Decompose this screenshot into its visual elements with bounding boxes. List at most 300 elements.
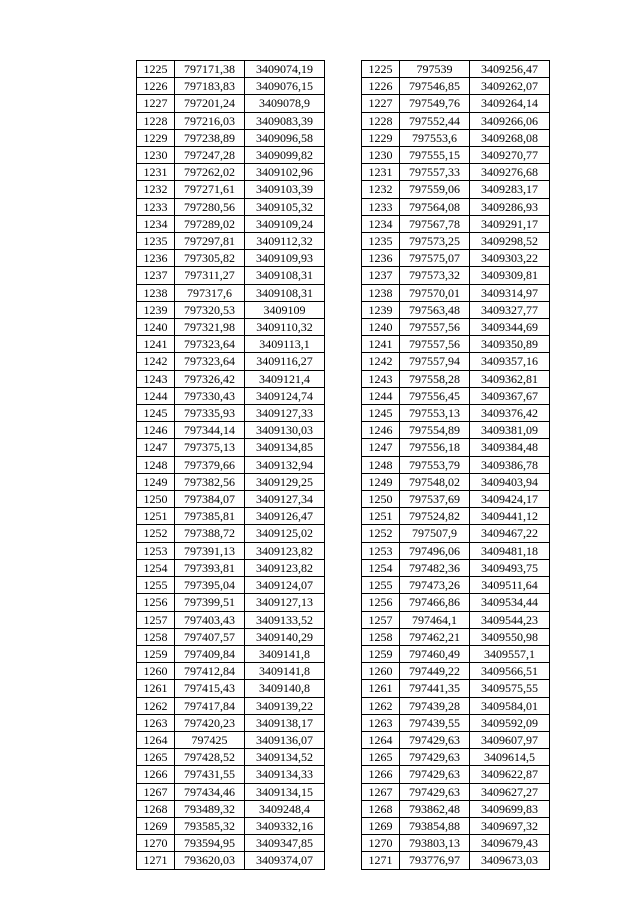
x-coordinate-cell: 797564,08 <box>400 198 470 215</box>
x-coordinate-cell: 797344,14 <box>175 422 245 439</box>
point-number-cell: 1244 <box>137 387 175 404</box>
point-number-cell: 1226 <box>137 78 175 95</box>
y-coordinate-cell: 3409127,34 <box>245 491 325 508</box>
x-coordinate-cell: 797539 <box>400 61 470 78</box>
table-row <box>362 835 550 852</box>
x-coordinate-cell: 797548,02 <box>400 473 470 490</box>
x-coordinate-cell: 797573,32 <box>400 267 470 284</box>
table-row <box>137 525 325 542</box>
table-row <box>362 267 550 284</box>
table-row <box>362 319 550 336</box>
point-number-cell: 1262 <box>362 697 400 714</box>
table-row <box>362 852 550 869</box>
table-row <box>362 817 550 834</box>
point-number-cell: 1236 <box>137 250 175 267</box>
y-coordinate-cell: 3409314,97 <box>470 284 550 301</box>
table-row <box>137 147 325 164</box>
point-number-cell: 1244 <box>362 387 400 404</box>
y-coordinate-cell: 3409256,47 <box>470 61 550 78</box>
y-coordinate-cell: 3409511,64 <box>470 577 550 594</box>
table-row <box>137 61 325 78</box>
point-number-cell: 1269 <box>137 817 175 834</box>
y-coordinate-cell: 3409134,52 <box>245 749 325 766</box>
point-number-cell: 1233 <box>137 198 175 215</box>
x-coordinate-cell: 797554,89 <box>400 422 470 439</box>
y-coordinate-cell: 3409286,93 <box>470 198 550 215</box>
x-coordinate-cell: 797403,43 <box>175 611 245 628</box>
table-row <box>362 783 550 800</box>
y-coordinate-cell: 3409108,31 <box>245 267 325 284</box>
y-coordinate-cell: 3409332,16 <box>245 817 325 834</box>
x-coordinate-cell: 797549,76 <box>400 95 470 112</box>
table-row <box>362 198 550 215</box>
point-number-cell: 1263 <box>137 714 175 731</box>
table-row <box>362 95 550 112</box>
y-coordinate-cell: 3409276,68 <box>470 164 550 181</box>
x-coordinate-cell: 797575,07 <box>400 250 470 267</box>
point-number-cell: 1248 <box>362 456 400 473</box>
y-coordinate-cell: 3409303,22 <box>470 250 550 267</box>
x-coordinate-cell: 797407,57 <box>175 628 245 645</box>
point-number-cell: 1259 <box>362 645 400 662</box>
y-coordinate-cell: 3409248,4 <box>245 800 325 817</box>
y-coordinate-cell: 3409264,14 <box>470 95 550 112</box>
x-coordinate-cell: 797537,69 <box>400 491 470 508</box>
y-coordinate-cell: 3409096,58 <box>245 129 325 146</box>
point-number-cell: 1266 <box>362 766 400 783</box>
point-number-cell: 1243 <box>137 370 175 387</box>
table-row <box>137 353 325 370</box>
table-row <box>362 78 550 95</box>
table-row <box>137 301 325 318</box>
point-number-cell: 1229 <box>362 129 400 146</box>
x-coordinate-cell: 797428,52 <box>175 749 245 766</box>
table-row <box>362 181 550 198</box>
point-number-cell: 1250 <box>362 491 400 508</box>
point-number-cell: 1260 <box>137 663 175 680</box>
table-row <box>137 250 325 267</box>
table-row <box>362 542 550 559</box>
point-number-cell: 1253 <box>137 542 175 559</box>
y-coordinate-cell: 3409078,9 <box>245 95 325 112</box>
table-row <box>137 78 325 95</box>
point-number-cell: 1270 <box>362 835 400 852</box>
y-coordinate-cell: 3409136,07 <box>245 731 325 748</box>
table-row <box>137 800 325 817</box>
y-coordinate-cell: 3409374,07 <box>245 852 325 869</box>
table-row <box>137 817 325 834</box>
point-number-cell: 1270 <box>137 835 175 852</box>
table-row <box>137 645 325 662</box>
x-coordinate-cell: 797431,55 <box>175 766 245 783</box>
x-coordinate-cell: 797262,02 <box>175 164 245 181</box>
y-coordinate-cell: 3409132,94 <box>245 456 325 473</box>
x-coordinate-cell: 797409,84 <box>175 645 245 662</box>
x-coordinate-cell: 797280,56 <box>175 198 245 215</box>
x-coordinate-cell: 797335,93 <box>175 405 245 422</box>
y-coordinate-cell: 3409124,07 <box>245 577 325 594</box>
y-coordinate-cell: 3409424,17 <box>470 491 550 508</box>
x-coordinate-cell: 797317,6 <box>175 284 245 301</box>
point-number-cell: 1246 <box>362 422 400 439</box>
x-coordinate-cell: 797321,98 <box>175 319 245 336</box>
point-number-cell: 1253 <box>362 542 400 559</box>
y-coordinate-cell: 3409592,09 <box>470 714 550 731</box>
table-row <box>137 284 325 301</box>
x-coordinate-cell: 793803,13 <box>400 835 470 852</box>
point-number-cell: 1241 <box>137 336 175 353</box>
point-number-cell: 1227 <box>137 95 175 112</box>
point-number-cell: 1240 <box>137 319 175 336</box>
table-row <box>137 714 325 731</box>
x-coordinate-cell: 797559,06 <box>400 181 470 198</box>
x-coordinate-cell: 797201,24 <box>175 95 245 112</box>
x-coordinate-cell: 797556,18 <box>400 439 470 456</box>
y-coordinate-cell: 3409108,31 <box>245 284 325 301</box>
point-number-cell: 1265 <box>137 749 175 766</box>
table-row <box>137 697 325 714</box>
y-coordinate-cell: 3409103,39 <box>245 181 325 198</box>
x-coordinate-cell: 797556,45 <box>400 387 470 404</box>
y-coordinate-cell: 3409270,77 <box>470 147 550 164</box>
y-coordinate-cell: 3409134,85 <box>245 439 325 456</box>
point-number-cell: 1267 <box>137 783 175 800</box>
x-coordinate-cell: 797216,03 <box>175 112 245 129</box>
point-number-cell: 1254 <box>362 559 400 576</box>
point-number-cell: 1242 <box>362 353 400 370</box>
y-coordinate-cell: 3409357,16 <box>470 353 550 370</box>
x-coordinate-cell: 793862,48 <box>400 800 470 817</box>
point-number-cell: 1242 <box>137 353 175 370</box>
point-number-cell: 1238 <box>137 284 175 301</box>
point-number-cell: 1266 <box>137 766 175 783</box>
table-row <box>362 680 550 697</box>
y-coordinate-cell: 3409133,52 <box>245 611 325 628</box>
table-row <box>137 731 325 748</box>
point-number-cell: 1228 <box>362 112 400 129</box>
table-row <box>362 491 550 508</box>
table-row <box>362 112 550 129</box>
point-number-cell: 1249 <box>362 473 400 490</box>
y-coordinate-cell: 3409607,97 <box>470 731 550 748</box>
y-coordinate-cell: 3409298,52 <box>470 233 550 250</box>
x-coordinate-cell: 797546,85 <box>400 78 470 95</box>
x-coordinate-cell: 797391,13 <box>175 542 245 559</box>
x-coordinate-cell: 797393,81 <box>175 559 245 576</box>
x-coordinate-cell: 797326,42 <box>175 370 245 387</box>
table-row <box>362 731 550 748</box>
y-coordinate-cell: 3409403,94 <box>470 473 550 490</box>
y-coordinate-cell: 3409116,27 <box>245 353 325 370</box>
point-number-cell: 1239 <box>137 301 175 318</box>
point-number-cell: 1225 <box>137 61 175 78</box>
x-coordinate-cell: 797555,15 <box>400 147 470 164</box>
x-coordinate-cell: 797434,46 <box>175 783 245 800</box>
point-number-cell: 1235 <box>362 233 400 250</box>
x-coordinate-cell: 797567,78 <box>400 215 470 232</box>
x-coordinate-cell: 797425 <box>175 731 245 748</box>
x-coordinate-cell: 793489,32 <box>175 800 245 817</box>
x-coordinate-cell: 797496,06 <box>400 542 470 559</box>
table-row <box>137 439 325 456</box>
y-coordinate-cell: 3409113,1 <box>245 336 325 353</box>
y-coordinate-cell: 3409481,18 <box>470 542 550 559</box>
table-row <box>137 95 325 112</box>
x-coordinate-cell: 797557,56 <box>400 336 470 353</box>
x-coordinate-cell: 797553,6 <box>400 129 470 146</box>
table-row <box>362 353 550 370</box>
table-row <box>137 422 325 439</box>
y-coordinate-cell: 3409076,15 <box>245 78 325 95</box>
point-number-cell: 1264 <box>362 731 400 748</box>
table-row <box>362 215 550 232</box>
y-coordinate-cell: 3409544,23 <box>470 611 550 628</box>
point-number-cell: 1247 <box>362 439 400 456</box>
table-row <box>362 628 550 645</box>
table-row <box>137 749 325 766</box>
table-row <box>137 456 325 473</box>
table-row <box>137 112 325 129</box>
x-coordinate-cell: 797238,89 <box>175 129 245 146</box>
x-coordinate-cell: 797573,25 <box>400 233 470 250</box>
point-number-cell: 1226 <box>362 78 400 95</box>
table-row <box>362 577 550 594</box>
y-coordinate-cell: 3409441,12 <box>470 508 550 525</box>
x-coordinate-cell: 797460,49 <box>400 645 470 662</box>
point-number-cell: 1263 <box>362 714 400 731</box>
x-coordinate-cell: 797311,27 <box>175 267 245 284</box>
y-coordinate-cell: 3409584,01 <box>470 697 550 714</box>
point-number-cell: 1257 <box>137 611 175 628</box>
table-row <box>362 422 550 439</box>
x-coordinate-cell: 797305,82 <box>175 250 245 267</box>
point-number-cell: 1251 <box>362 508 400 525</box>
x-coordinate-cell: 797462,21 <box>400 628 470 645</box>
x-coordinate-cell: 797385,81 <box>175 508 245 525</box>
y-coordinate-cell: 3409105,32 <box>245 198 325 215</box>
point-number-cell: 1261 <box>362 680 400 697</box>
table-row <box>137 766 325 783</box>
table-row <box>362 508 550 525</box>
y-coordinate-cell: 3409129,25 <box>245 473 325 490</box>
table-row <box>362 525 550 542</box>
y-coordinate-cell: 3409109,93 <box>245 250 325 267</box>
x-coordinate-cell: 797388,72 <box>175 525 245 542</box>
table-row <box>362 129 550 146</box>
y-coordinate-cell: 3409127,33 <box>245 405 325 422</box>
table-row <box>137 577 325 594</box>
x-coordinate-cell: 797449,22 <box>400 663 470 680</box>
point-number-cell: 1252 <box>362 525 400 542</box>
point-number-cell: 1268 <box>362 800 400 817</box>
point-number-cell: 1227 <box>362 95 400 112</box>
y-coordinate-cell: 3409123,82 <box>245 559 325 576</box>
table-row <box>137 164 325 181</box>
table-row <box>362 405 550 422</box>
point-number-cell: 1235 <box>137 233 175 250</box>
point-number-cell: 1241 <box>362 336 400 353</box>
point-number-cell: 1231 <box>137 164 175 181</box>
table-row <box>137 319 325 336</box>
x-coordinate-cell: 797289,02 <box>175 215 245 232</box>
x-coordinate-cell: 797399,51 <box>175 594 245 611</box>
table-row <box>362 749 550 766</box>
table-row <box>137 628 325 645</box>
x-coordinate-cell: 797379,66 <box>175 456 245 473</box>
y-coordinate-cell: 3409138,17 <box>245 714 325 731</box>
point-number-cell: 1254 <box>137 559 175 576</box>
y-coordinate-cell: 3409110,32 <box>245 319 325 336</box>
point-number-cell: 1261 <box>137 680 175 697</box>
x-coordinate-cell: 797557,33 <box>400 164 470 181</box>
point-number-cell: 1257 <box>362 611 400 628</box>
table-row <box>362 697 550 714</box>
y-coordinate-cell: 3409386,78 <box>470 456 550 473</box>
table-row <box>137 491 325 508</box>
point-number-cell: 1243 <box>362 370 400 387</box>
x-coordinate-cell: 797552,44 <box>400 112 470 129</box>
point-number-cell: 1238 <box>362 284 400 301</box>
x-coordinate-cell: 797395,04 <box>175 577 245 594</box>
y-coordinate-cell: 3409140,29 <box>245 628 325 645</box>
x-coordinate-cell: 797439,55 <box>400 714 470 731</box>
table-row <box>362 147 550 164</box>
x-coordinate-cell: 797417,84 <box>175 697 245 714</box>
table-row <box>137 336 325 353</box>
table-row <box>362 233 550 250</box>
point-number-cell: 1259 <box>137 645 175 662</box>
point-number-cell: 1225 <box>362 61 400 78</box>
x-coordinate-cell: 797563,48 <box>400 301 470 318</box>
x-coordinate-cell: 797247,28 <box>175 147 245 164</box>
left-coordinates-table <box>136 60 325 870</box>
y-coordinate-cell: 3409130,03 <box>245 422 325 439</box>
point-number-cell: 1268 <box>137 800 175 817</box>
x-coordinate-cell: 797429,63 <box>400 766 470 783</box>
table-row <box>362 473 550 490</box>
x-coordinate-cell: 797375,13 <box>175 439 245 456</box>
point-number-cell: 1228 <box>137 112 175 129</box>
table-row <box>137 852 325 869</box>
x-coordinate-cell: 797524,82 <box>400 508 470 525</box>
y-coordinate-cell: 3409467,22 <box>470 525 550 542</box>
x-coordinate-cell: 797323,64 <box>175 353 245 370</box>
table-row <box>137 267 325 284</box>
point-number-cell: 1251 <box>137 508 175 525</box>
y-coordinate-cell: 3409141,8 <box>245 645 325 662</box>
y-coordinate-cell: 3409109 <box>245 301 325 318</box>
x-coordinate-cell: 797320,53 <box>175 301 245 318</box>
right-coordinates-table <box>361 60 550 870</box>
point-number-cell: 1255 <box>137 577 175 594</box>
table-row <box>137 783 325 800</box>
point-number-cell: 1258 <box>362 628 400 645</box>
point-number-cell: 1248 <box>137 456 175 473</box>
y-coordinate-cell: 3409575,55 <box>470 680 550 697</box>
point-number-cell: 1245 <box>137 405 175 422</box>
point-number-cell: 1256 <box>362 594 400 611</box>
y-coordinate-cell: 3409557,1 <box>470 645 550 662</box>
y-coordinate-cell: 3409627,27 <box>470 783 550 800</box>
point-number-cell: 1250 <box>137 491 175 508</box>
x-coordinate-cell: 793620,03 <box>175 852 245 869</box>
y-coordinate-cell: 3409262,07 <box>470 78 550 95</box>
point-number-cell: 1271 <box>137 852 175 869</box>
left-table-body <box>137 61 325 870</box>
x-coordinate-cell: 793585,32 <box>175 817 245 834</box>
point-number-cell: 1246 <box>137 422 175 439</box>
x-coordinate-cell: 797473,26 <box>400 577 470 594</box>
x-coordinate-cell: 797557,56 <box>400 319 470 336</box>
x-coordinate-cell: 793594,95 <box>175 835 245 852</box>
table-row <box>137 370 325 387</box>
table-row <box>362 456 550 473</box>
y-coordinate-cell: 3409126,47 <box>245 508 325 525</box>
table-row <box>137 835 325 852</box>
point-number-cell: 1262 <box>137 697 175 714</box>
y-coordinate-cell: 3409367,67 <box>470 387 550 404</box>
point-number-cell: 1230 <box>362 147 400 164</box>
y-coordinate-cell: 3409550,98 <box>470 628 550 645</box>
table-row <box>362 370 550 387</box>
x-coordinate-cell: 797558,28 <box>400 370 470 387</box>
y-coordinate-cell: 3409125,02 <box>245 525 325 542</box>
table-row <box>362 301 550 318</box>
point-number-cell: 1232 <box>137 181 175 198</box>
point-number-cell: 1240 <box>362 319 400 336</box>
point-number-cell: 1231 <box>362 164 400 181</box>
y-coordinate-cell: 3409347,85 <box>245 835 325 852</box>
point-number-cell: 1269 <box>362 817 400 834</box>
y-coordinate-cell: 3409350,89 <box>470 336 550 353</box>
point-number-cell: 1229 <box>137 129 175 146</box>
y-coordinate-cell: 3409283,17 <box>470 181 550 198</box>
y-coordinate-cell: 3409362,81 <box>470 370 550 387</box>
y-coordinate-cell: 3409699,83 <box>470 800 550 817</box>
x-coordinate-cell: 797330,43 <box>175 387 245 404</box>
point-number-cell: 1230 <box>137 147 175 164</box>
y-coordinate-cell: 3409268,08 <box>470 129 550 146</box>
y-coordinate-cell: 3409566,51 <box>470 663 550 680</box>
x-coordinate-cell: 793776,97 <box>400 852 470 869</box>
point-number-cell: 1271 <box>362 852 400 869</box>
y-coordinate-cell: 3409614,5 <box>470 749 550 766</box>
x-coordinate-cell: 797570,01 <box>400 284 470 301</box>
y-coordinate-cell: 3409109,24 <box>245 215 325 232</box>
y-coordinate-cell: 3409141,8 <box>245 663 325 680</box>
x-coordinate-cell: 793854,88 <box>400 817 470 834</box>
table-row <box>362 250 550 267</box>
y-coordinate-cell: 3409309,81 <box>470 267 550 284</box>
table-row <box>362 439 550 456</box>
table-row <box>362 559 550 576</box>
y-coordinate-cell: 3409121,4 <box>245 370 325 387</box>
point-number-cell: 1245 <box>362 405 400 422</box>
y-coordinate-cell: 3409099,82 <box>245 147 325 164</box>
table-row <box>137 680 325 697</box>
table-row <box>362 645 550 662</box>
table-row <box>362 336 550 353</box>
y-coordinate-cell: 3409622,87 <box>470 766 550 783</box>
point-number-cell: 1258 <box>137 628 175 645</box>
x-coordinate-cell: 797553,79 <box>400 456 470 473</box>
y-coordinate-cell: 3409697,32 <box>470 817 550 834</box>
table-row <box>137 559 325 576</box>
x-coordinate-cell: 797507,9 <box>400 525 470 542</box>
table-row <box>362 714 550 731</box>
point-number-cell: 1247 <box>137 439 175 456</box>
y-coordinate-cell: 3409140,8 <box>245 680 325 697</box>
